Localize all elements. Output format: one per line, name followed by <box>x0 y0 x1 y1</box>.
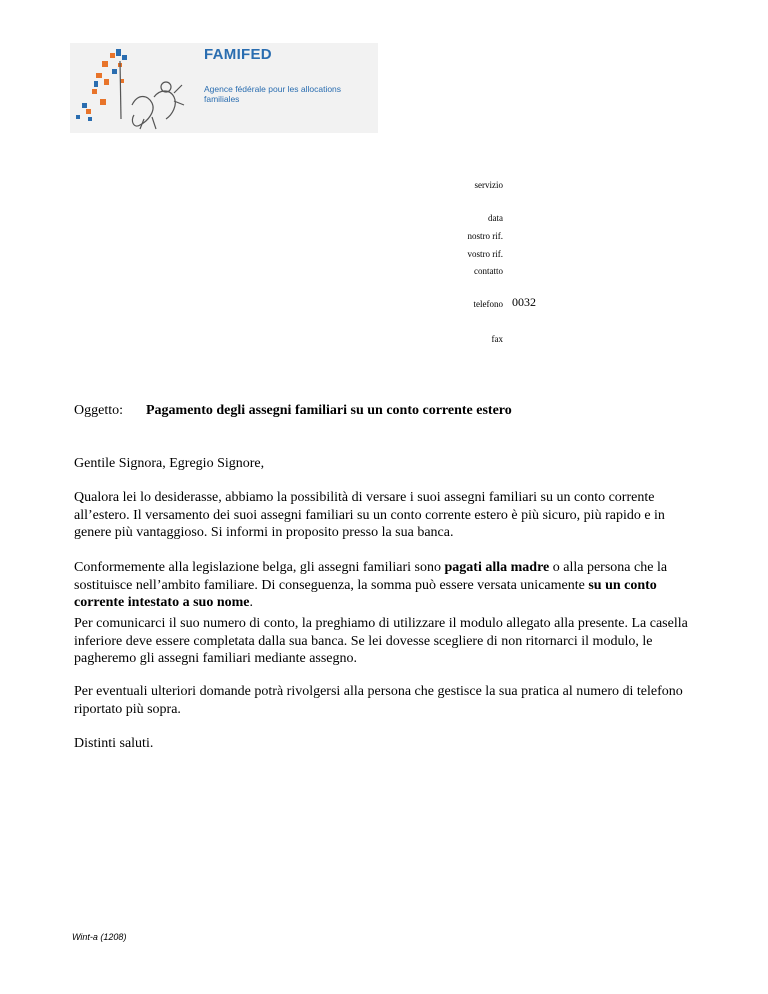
p2-text-e: . <box>249 595 253 610</box>
label-contatto: contatto <box>474 266 503 276</box>
label-servizio: servizio <box>474 180 503 190</box>
p2-text-c: o alla persona che la sostituisce nell’ambito familiare. Di conseguenza, la somma può essere versata unicamente <box>74 560 668 593</box>
label-vostro-rif: vostro rif. <box>467 249 503 259</box>
closing: Distinti saluti. <box>74 736 154 751</box>
label-fax: fax <box>491 334 503 344</box>
paragraph-4: Per eventuali ulteriori domande potrà rivolgersi alla persona che gestisce la sua pratica al numero di telefono riportato più sopra. <box>74 684 683 717</box>
subject-label: Oggetto: <box>74 403 123 418</box>
subject-text: Pagamento degli assegni familiari su un conto corrente estero <box>146 403 512 418</box>
label-data: data <box>488 213 503 223</box>
label-nostro-rif: nostro rif. <box>467 231 503 241</box>
telefono-value: 0032 <box>512 295 536 309</box>
paragraph-2 <box>74 559 704 612</box>
paragraph-3: Per comunicarci il suo numero di conto, la preghiamo di utilizzare il modulo allegato alla presente. La casella inferiore deve essere completata dalla sua banca. Se lei dovesse scegliere di non ritornarci il modulo, le pagheremo gli assegni familiari mediante assegno. <box>74 616 688 666</box>
greeting: Gentile Signora, Egregio Signore, <box>74 456 265 471</box>
footer-form-code: Wint-a (1208) <box>72 932 127 942</box>
paragraph-1: Qualora lei lo desiderasse, abbiamo la possibilità di versare i suoi assegni familiari su un conto corrente all’estero. Il versamento dei suoi assegni familiari su un conto corrente estero è più sicuro, più rapido e in genere più vantaggioso. Si informi in proposito presso la sua banca. <box>74 490 665 540</box>
label-telefono: telefono <box>473 299 503 309</box>
p2-emphasis-account: su un conto corrente intestato a suo nome <box>74 577 657 610</box>
p2-emphasis-mother: pagati alla madre <box>444 560 550 575</box>
letterhead <box>70 43 378 133</box>
brand-subtitle: Agence fédérale pour les allocations familiales <box>204 84 342 104</box>
famifed-logo-icon <box>74 49 194 133</box>
p2-text-a: Conformemente alla legislazione belga, gli assegni familiari sono <box>74 560 445 575</box>
brand-name: FAMIFED <box>204 46 272 63</box>
